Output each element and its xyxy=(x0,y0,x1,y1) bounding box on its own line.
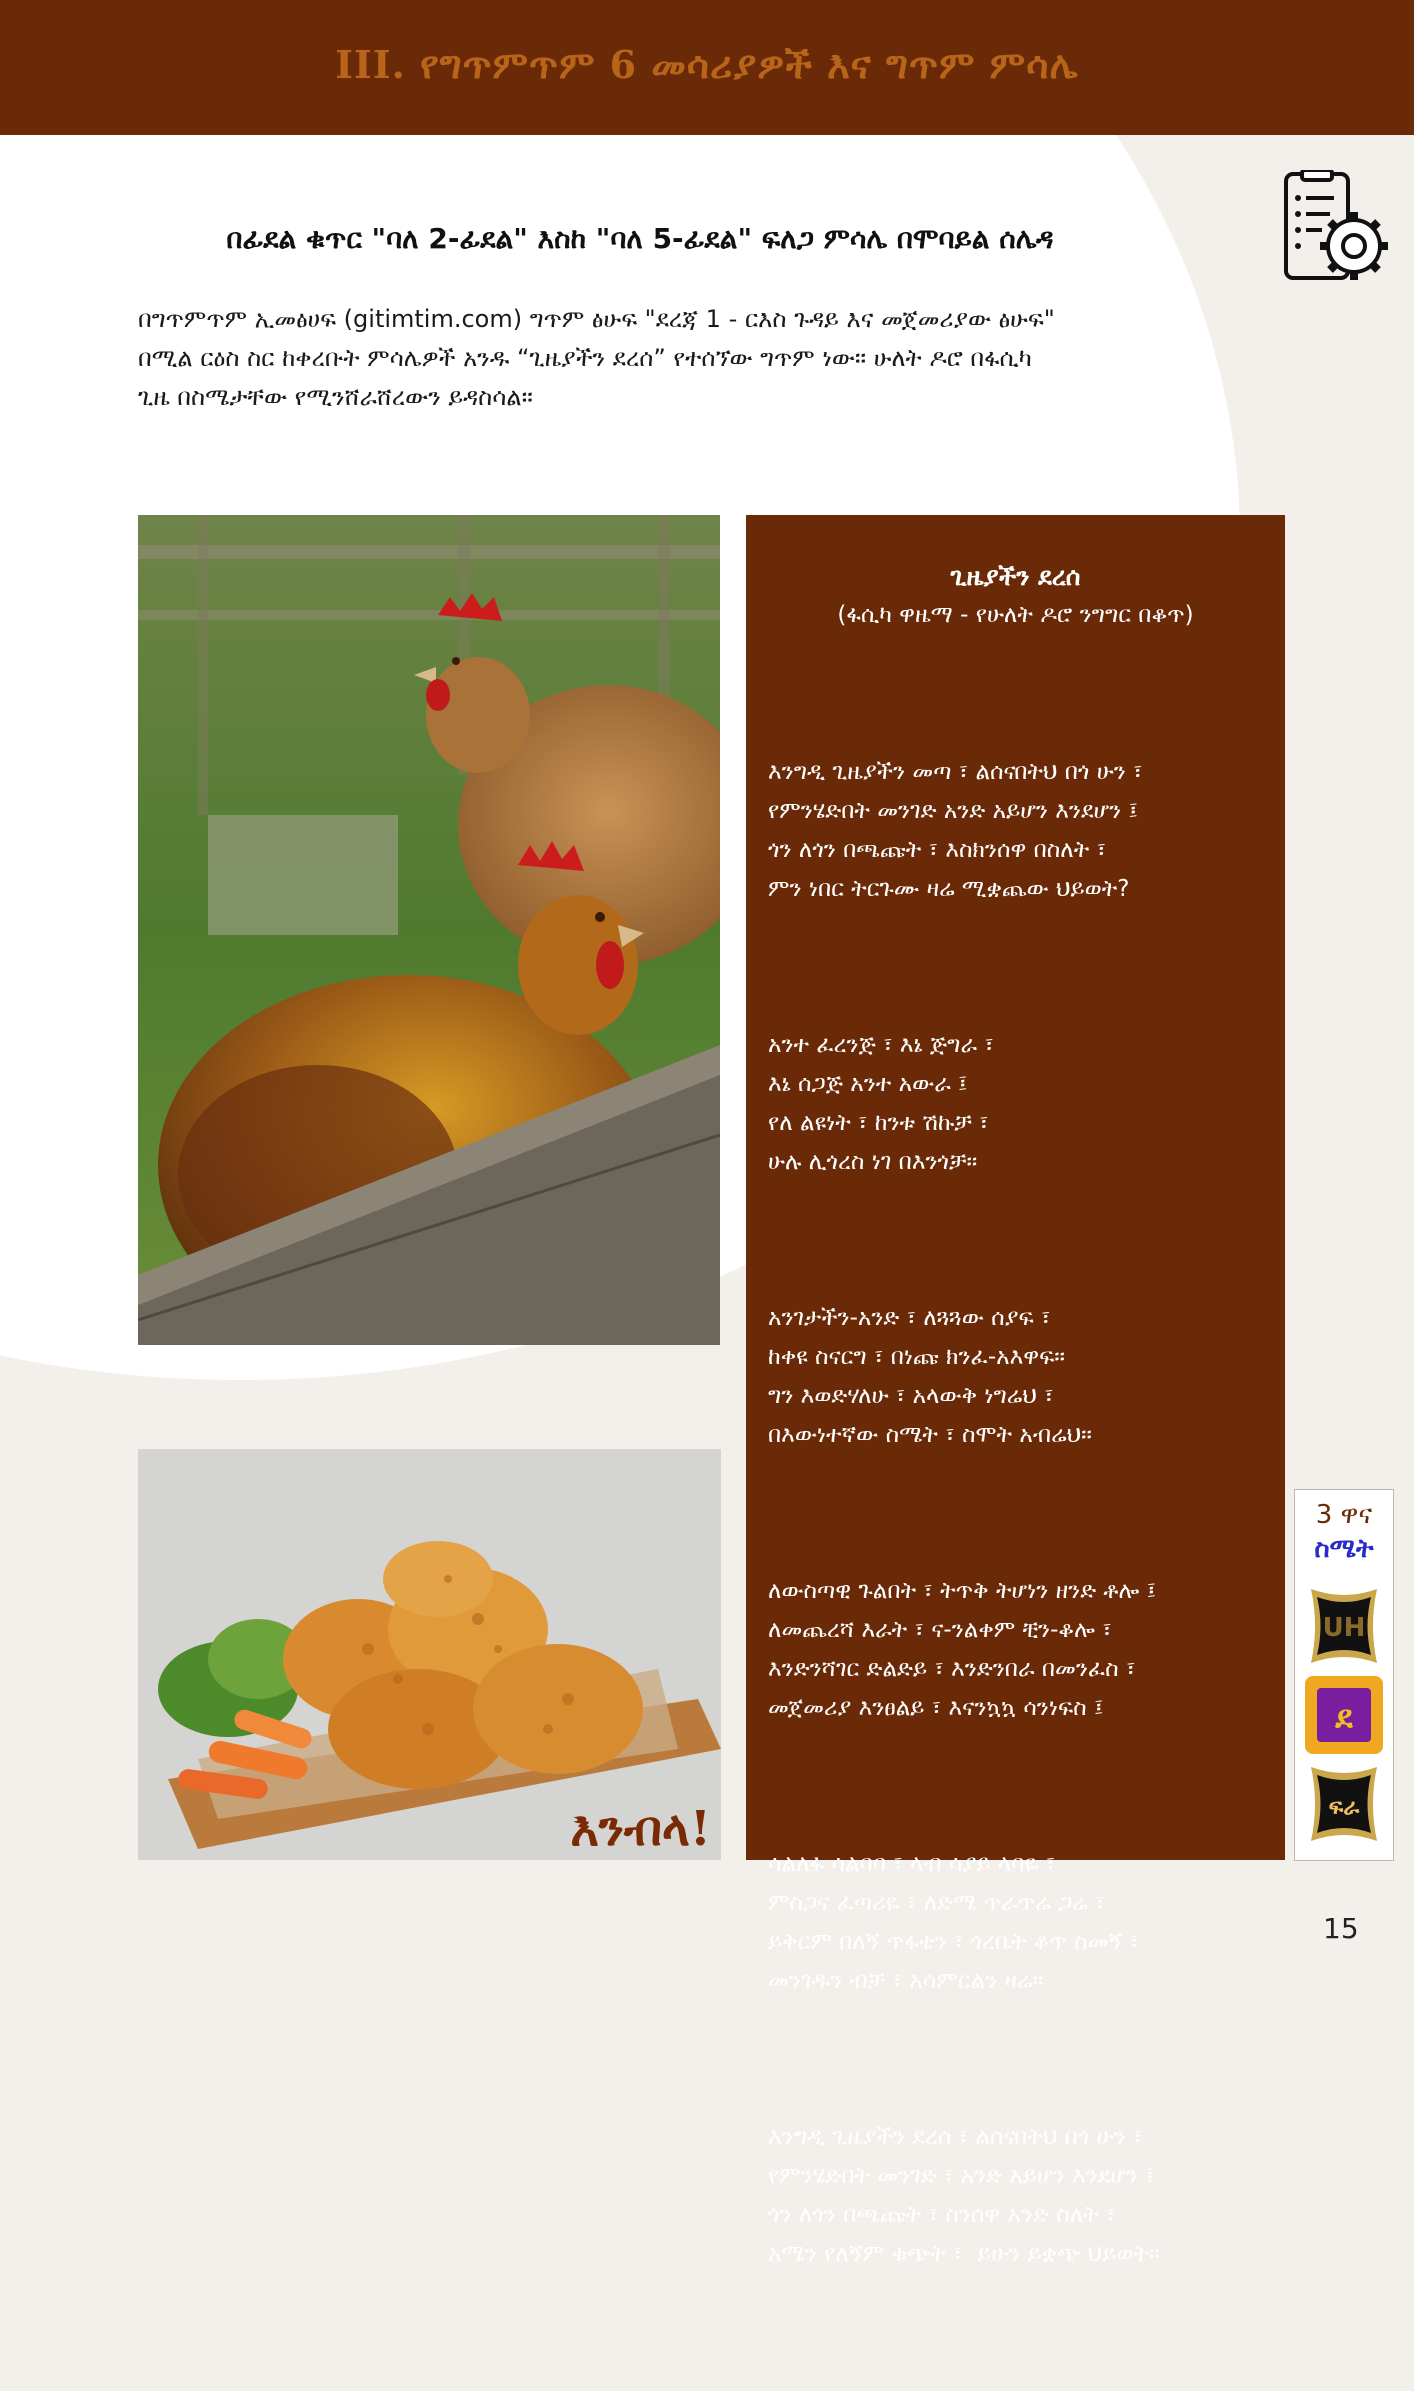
emotion-badge-fra[interactable] xyxy=(1303,1763,1385,1845)
emotions-sidebar xyxy=(1294,1489,1394,1861)
page-header xyxy=(0,0,1414,135)
poem-stanza: ሳልለፋ ሳልባባ ፣ ላብ ሳያይ ላባዬ ፣ ምስጋና ፈጣሪዬ ፣ ለድሜ ጥራጥሬ ጋሬ ፣ ይቅርም በለኝ ጥፋቴን ፣ ጎረቤት ቆጥ ስመኝ ፣ መንገዱን ብቻ ፣ አሳምርልን ዛሬ። xyxy=(768,1851,1139,1994)
poem-stanza: አንገታችን-አንድ ፣ ለጓጓው ሰያፍ ፣ ከቀዩ ስናርግ ፣ በነጩ ክንፈ-አእዋፍ። ግን እወድሃለሁ ፣ አላውቅ ነግሬህ ፣ በእውነተኛው ስሜት ፣ ስሞት አብሬህ። xyxy=(768,1305,1092,1448)
section-title: III. የግጥምጥም 6 መሳሪያዎች እና ግጥም ምሳሌ xyxy=(335,42,1079,87)
emotion-badge-de[interactable] xyxy=(1303,1674,1385,1756)
settings-document-icon xyxy=(1282,170,1392,285)
poem-stanza: እንግዲ ጊዜያችን መጣ ፣ ልሰናበትህ በጎ ሁን ፣ የምንሄድበት መንገድ አንድ አይሆን እንደሆን ፤ ጎን ለጎን በጫጩት ፣ እስክንሰዋ በስለት ፣ ምን ነበር ትርጉሙ ዛሬ ሚቋጨው ህይወት? xyxy=(768,759,1143,902)
page-subtitle: በፊደል ቁጥር "ባለ 2-ፊደል" እስከ "ባለ 5-ፊደል" ፍለጋ ምሳሌ በሞባይል ሰሌዳ xyxy=(226,222,1054,255)
intro-line: በግጥምጥም ኢመፅሀፍ (gitimtim.com) ግጥም ፅሁፍ "ደረጃ 1 - ርእስ ጉዳይ እና መጀመሪያው ፅሁፍ" xyxy=(138,305,1055,333)
emotion-badge-label: ደ xyxy=(1335,1698,1353,1736)
fried-chicken-photo xyxy=(138,1449,721,1860)
chickens-illustration xyxy=(138,515,720,1345)
poem-stanza: ለውስጣዊ ጉልበት ፣ ትጥቅ ትሆነን ዘንድ ቶሎ ፤ ለመጨረሻ እራት ፣ ና-ንልቀም ቺን-ቆሎ ፣ እንድንሻገር ድልድይ ፣ እንድንበራ በመንፈስ ፣ መጀመሪያ እንፀልይ ፣ እናንኳኳ ሳንነፍስ ፤ xyxy=(768,1578,1157,1721)
poem-title: ጊዜያችን ደረሰ xyxy=(950,562,1081,591)
emotion-badge-uh[interactable] xyxy=(1303,1585,1385,1667)
poem-panel xyxy=(746,515,1285,2267)
poem-body xyxy=(768,675,1283,2391)
fried-chicken-illustration xyxy=(138,1449,721,1860)
page-number: 15 xyxy=(1323,1912,1359,1945)
intro-paragraph xyxy=(138,300,1278,417)
emotions-title xyxy=(1295,1498,1393,1566)
poem-stanza: አንተ ፈረንጅ ፣ እኔ ጅግራ ፣ እኔ ሰጋጅ አንተ አውራ ፤ የለ ልዩነት ፣ ከንቱ ሽኩቻ ፣ ሁሉ ሊጎረስ ነገ በእንጎቻ። xyxy=(768,1032,994,1175)
eat-caption: እንብላ! xyxy=(570,1801,711,1857)
emotion-badge-label: ፍራ xyxy=(1328,1795,1360,1820)
poem-stanza: እንግዲ ጊዜያችን ደረሰ ፣ ልሰናበትህ በጎ ሁን ፣ የምንሄድበት መንገድ ፣ አንድ አይሆን እንደሆን ፤ ጎን ለጎን በጫጩት ፣ ስንሰዋ አንድ ስለት ፣ አሜን የለኝም ቁጭት ፣ ይሁን ይቋጭ ህይወት። xyxy=(768,2124,1160,2267)
emotions-title-line2: ስሜት xyxy=(1314,1534,1374,1564)
intro-line: በሚል ርዕስ ስር ከቀረቡት ምሳሌዎች አንዱ “ጊዜያችን ደረሰ” የተሰኘው ግጥም ነው። ሁለት ዶሮ በፋሲካ xyxy=(138,344,1032,372)
intro-line: ጊዜ በስሜታቸው የሚንሸራሸረውን ይዳስሳል። xyxy=(138,383,533,411)
emotion-badge-label: UH xyxy=(1322,1613,1366,1643)
chickens-photo xyxy=(138,515,720,1345)
poem-subtitle: (ፋሲካ ዋዜማ - የሁለት ዶሮ ንግግር በቆጥ) xyxy=(837,602,1194,628)
emotions-title-line1: 3 ዋና xyxy=(1315,1500,1373,1530)
